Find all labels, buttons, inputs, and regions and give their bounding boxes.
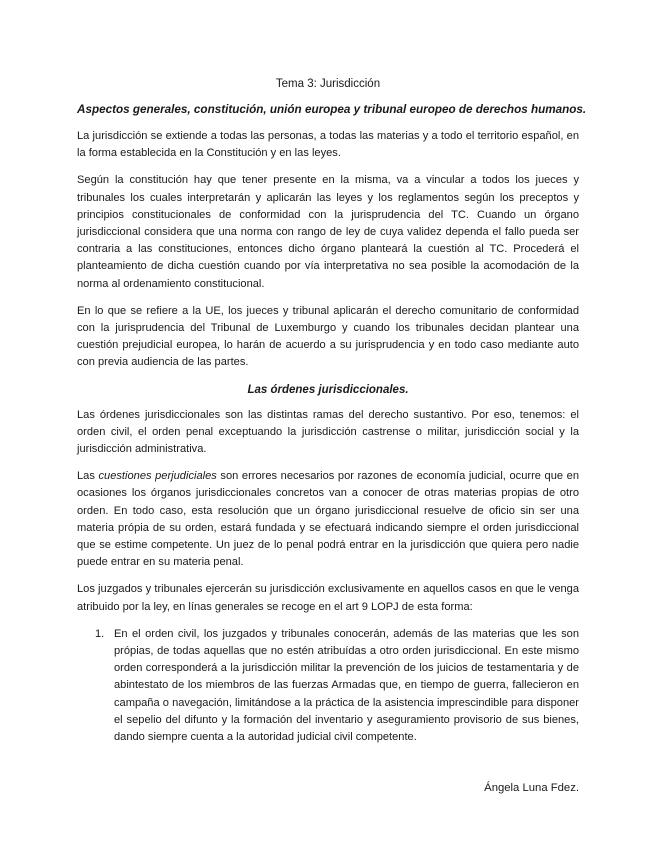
- paragraph-jurisdiccion-extension: La jurisdicción se extiende a todas las personas, a todas las materias y a todo el territorio español, en la forma establecida en la Constitución y en las leyes.: [77, 130, 579, 160]
- list-item-number: 1.: [95, 627, 105, 640]
- numbered-list: [77, 626, 579, 746]
- paragraph-prefix: Las: [77, 470, 99, 483]
- document-title: Tema 3: Jurisdicción: [275, 78, 381, 90]
- emphasized-term: cuestiones perjudiciales: [98, 470, 217, 483]
- document-body: [77, 77, 587, 746]
- list-item-text: En el orden civil, los juzgados y tribunales conocerán, además de las materias que les son própias, de todas aquellas que no estén atribuídas a otro orden jurisdiccional. En este mismo orden corresponderá a la jurisdicción militar la prevención de los juicios de testamentaria y de abintestato de los miembros de las fuerzas Armadas que, en tiempo de guerra, fallecieron en campaña o navegación, limitándose a la práctica de la asistencia imprescindible para disponer el sepelio del difunto y la formación del inventario y aseguramiento provisorio de sus bienes, dando siempre cuenta a la autoridad judicial civil competente.: [114, 627, 579, 744]
- paragraph-cuestiones-perjudiciales: [77, 468, 579, 571]
- paragraph-union-europea: En lo que se refiere a la UE, los jueces y tribunal aplicarán el derecho comunitario de conformidad con la jurisprudencia del Tribunal de Luxemburgo y cuando los tribunales decidan plantear una cuestión prejudicial europea, lo harán de acuerdo a su jurisprudencia y en todo caso mediante auto con previa audiencia de las partes.: [77, 304, 579, 369]
- list-item: [77, 626, 579, 746]
- paragraph-juzgados: Los juzgados y tribunales ejercerán su jurisdicción exclusivamente en aquellos casos en que le venga atribuido por la ley, en línas generales se recoge en el art 9 LOPJ de esta forma:: [77, 583, 579, 613]
- paragraph-constitucion: Según la constitución hay que tener presente en la misma, va a vincular a todos los jueces y tribunales los cuales interpretarán y aplicarán las leyes y los reglamentos según los preceptos y principios constitucionales de conformidad con la jurisprudencia del TC. Cuando un órgano jurisdiccional considera que una norma con rango de ley de cuya validez dependa el fallo pueda ser contraria a las constituciones, entonces dicho órgano planteará la cuestión al TC. Procederá el planteamiento de dicha cuestión cuando por vía interpretativa no sea posible la acomodación de la norma al ordenamiento constitucional.: [77, 174, 579, 290]
- paragraph-rest: son errores necesarios por razones de economía judicial, ocurre que en ocasiones los órganos jurisdiccionales concretos van a conocer de otras materias propias de otro orden. En todo caso, esta resolución que un órgano jurisdiccional resuelve de oficio sin ser una materia própia de su orden, estará fundada y se efectuará indicando siempre el orden jurisdiccional que se estime competente. Un juez de lo penal podrá entrar en la jurisdicción que quiera pero nadie puede entrar en su materia penal.: [77, 470, 579, 569]
- paragraph-ordenes: Las órdenes jurisdiccionales son las distintas ramas del derecho sustantivo. Por eso, tenemos: el orden civil, el orden penal exceptuando la jurisdicción castrense o militar, jurisdicción social y la jurisdicción administrativa.: [77, 408, 579, 456]
- author-signature: Ángela Luna Fdez.: [484, 782, 579, 794]
- document-subtitle: Aspectos generales, constitución, unión europea y tribunal europeo de derechos humanos.: [77, 103, 587, 116]
- section-title: Las órdenes jurisdiccionales.: [247, 383, 409, 396]
